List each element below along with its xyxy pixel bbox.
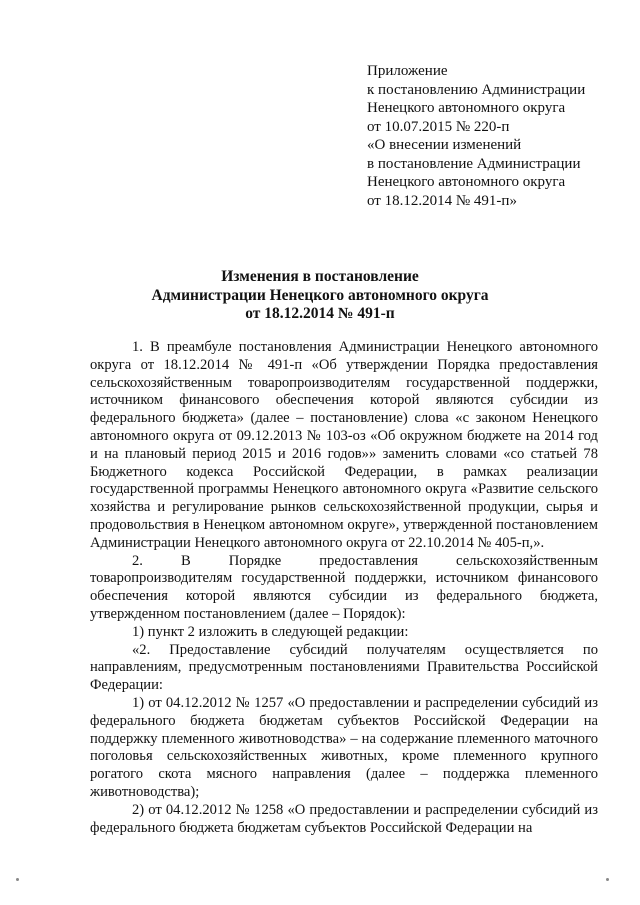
paragraph-3: 1) пункт 2 изложить в следующей редакции: bbox=[132, 623, 409, 640]
paragraph-1: 1. В преамбуле постановления Администрации Ненецкого автономного округа от 18.12.2014 № 491-п «Об утверждении Порядка предоставления сельскохозяйственным товаропроизводителям государственной поддержки, источником финансового обеспечения которой являются субсидии из федерального бюджета» (далее – постановление) слова «с законом Ненецкого автономного округа от 09.12.2013 № 103-оз «Об окружном бюджете на 2014 год и на плановый период 2015 и 2016 годов»» заменить словами «со статьей 78 Бюджетного кодекса Российской Федерации, в рамках реализации государственной программы Ненецкого автономного округа «Развитие сельского хозяйства и регулирование рынков сельскохозяйственной продукции, сырья и продовольствия в Ненецком автономном округе», утвержденной постановлением Администрации Ненецкого автономного округа от 22.10.2014 № 405-п,». bbox=[90, 339, 598, 551]
appendix-line: от 10.07.2015 № 220-п bbox=[367, 118, 510, 135]
appendix-line: «О внесении изменений bbox=[367, 137, 522, 153]
title-line-3: от 18.12.2014 № 491-п bbox=[245, 305, 395, 322]
appendix-line: в постановление Администрации bbox=[367, 155, 581, 172]
document-title bbox=[100, 268, 540, 324]
paragraph-5: 1) от 04.12.2012 № 1257 «О предоставлении и распределении субсидий из федерального бюджета бюджетам субъектов Российской Федерации на поддержку племенного животноводства» – на содержание племенного маточного поголовья сельскохозяйственных животных, кроме племенного крупного рогатого скота мясного направления (далее – поддержка племенного животноводства); bbox=[90, 694, 598, 800]
appendix-line: Приложение bbox=[367, 63, 448, 79]
appendix-line: к постановлению Администрации bbox=[367, 81, 586, 98]
appendix-block bbox=[367, 62, 627, 210]
paragraph-6: 2) от 04.12.2012 № 1258 «О предоставлении и распределении субсидий из федерального бюджета бюджетам субъектов Российской Федерации на bbox=[90, 801, 598, 836]
appendix-line: Ненецкого автономного округа bbox=[367, 174, 566, 190]
title-line-1: Изменения в постановление bbox=[221, 268, 419, 285]
scan-speck bbox=[606, 878, 609, 881]
document-body bbox=[90, 339, 598, 837]
appendix-line: от 18.12.2014 № 491-п» bbox=[367, 192, 517, 209]
scan-speck bbox=[16, 878, 19, 881]
title-line-2: Администрации Ненецкого автономного округа bbox=[151, 286, 489, 304]
appendix-line: Ненецкого автономного округа bbox=[367, 100, 566, 116]
paragraph-4: «2. Предоставление субсидий получателям осуществляется по направлениям, предусмотренным постановлениями Правительства Российской Федерации: bbox=[90, 641, 598, 694]
paragraph-2: 2. В Порядке предоставления сельскохозяйственным товаропроизводителям государственной поддержки, источником финансового обеспечения которой являются субсидии из федерального бюджета, утвержденном постановлением (далее – Порядок): bbox=[90, 552, 598, 622]
